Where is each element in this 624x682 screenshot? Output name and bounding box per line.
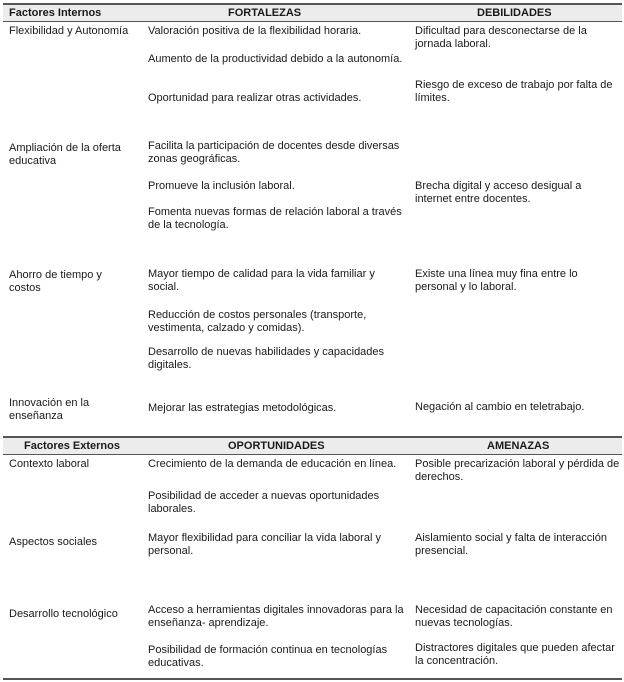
opportunity-item: Posibilidad de acceder a nuevas oportunidades laborales. [148,490,380,515]
header-amenazas: AMENAZAS [487,440,550,452]
internal-header-row [3,3,622,22]
factor-label: Flexibilidad y Autonomía [9,25,129,37]
factor-label: Ampliación de la oferta educativa [9,142,121,167]
weakness-item: Dificultad para desconectarse de la jornada laboral. [415,25,587,50]
opportunity-item: Posibilidad de formación continua en tecnologías educativas. [148,644,388,669]
weakness-item: Negación al cambio en teletrabajo. [415,401,585,413]
opportunity-item: Acceso a herramientas digitales innovadoras para la enseñanza- aprendizaje. [148,604,404,629]
threat-item: Necesidad de capacitación constante en nuevas tecnologías. [415,604,613,629]
weakness-item: Existe una línea muy fina entre lo personal y lo laboral. [415,268,578,293]
strength-item: Desarrollo de nuevas habilidades y capacidades digitales. [148,346,385,371]
threat-item: Aislamiento social y falta de interacción presencial. [415,532,607,557]
weakness-item: Riesgo de exceso de trabajo por falta de límites. [415,79,613,104]
table-bottom-rule [3,678,622,680]
opportunity-item: Crecimiento de la demanda de educación en línea. [148,458,397,470]
header-factores-internos: Factores Internos [9,7,102,19]
factor-label: Innovación en la enseñanza [9,397,90,422]
external-header-row [3,436,622,455]
strength-item: Oportunidad para realizar otras actividades. [148,92,362,104]
factor-label: Desarrollo tecnológico [9,608,118,620]
header-factores-externos: Factores Externos [24,440,120,452]
strength-item: Promueve la inclusión laboral. [148,180,295,192]
strength-item: Facilita la participación de docentes desde diversas zonas geográficas. [148,140,400,165]
factor-label: Aspectos sociales [9,536,98,548]
threat-item: Posible precarización laboral y pérdida de derechos. [415,458,620,483]
strength-item: Aumento de la productividad debido a la autonomía. [148,53,403,65]
strength-item: Mayor tiempo de calidad para la vida familiar y social. [148,268,375,293]
threat-item: Distractores digitales que pueden afectar la concentración. [415,642,615,667]
strength-item: Fomenta nuevas formas de relación laboral a través de la tecnología. [148,206,402,231]
header-debilidades: DEBILIDADES [477,7,552,19]
strength-item: Valoración positiva de la flexibilidad horaria. [148,25,362,37]
header-oportunidades: OPORTUNIDADES [228,440,325,452]
opportunity-item: Mayor flexibilidad para conciliar la vida laboral y personal. [148,532,381,557]
header-fortalezas: FORTALEZAS [228,7,302,19]
factor-label: Ahorro de tiempo y costos [9,269,102,294]
weakness-item: Brecha digital y acceso desigual a internet entre docentes. [415,180,582,205]
strength-item: Mejorar las estrategias metodológicas. [148,402,337,414]
factor-label: Contexto laboral [9,458,90,470]
strength-item: Reducción de costos personales (transporte, vestimenta, calzado y comidas). [148,309,367,334]
